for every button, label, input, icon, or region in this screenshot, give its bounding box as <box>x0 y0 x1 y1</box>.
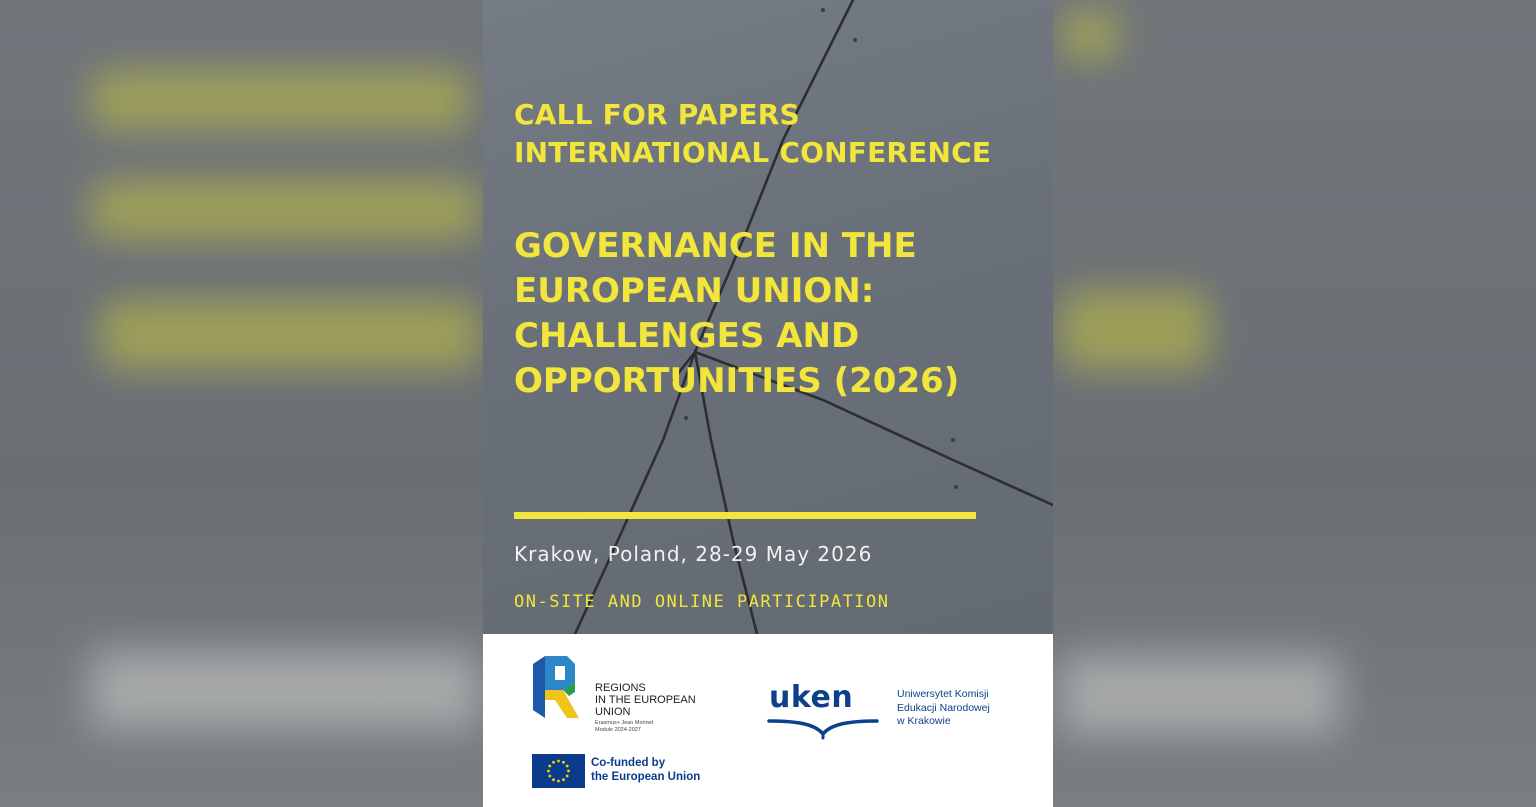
regions-eu-logo-icon <box>533 656 583 718</box>
uken-name-line: Edukacji Narodowej <box>897 701 990 714</box>
uken-university-name <box>897 688 990 729</box>
regions-sub-line: Module 2024-2027 <box>595 727 641 733</box>
headline-line: INTERNATIONAL CONFERENCE <box>514 136 992 169</box>
eu-flag-icon <box>532 754 585 788</box>
logo-strip <box>483 634 1053 807</box>
divider-rule <box>514 512 976 519</box>
uken-name-line: Uniwersytet Komisji <box>897 688 989 700</box>
regions-sub-line: Erasmus+ Jean Monnet <box>595 720 654 726</box>
title-line: OPPORTUNITIES (2026) <box>514 361 960 401</box>
uken-wordmark: uken <box>769 680 854 715</box>
blurred-headline-shape <box>1060 10 1120 60</box>
eu-text-line: the European Union <box>591 771 701 783</box>
regions-name-line: REGIONS <box>595 682 646 694</box>
blurred-logo-strip <box>1060 655 1340 735</box>
regions-name-line: UNION <box>595 706 631 718</box>
blurred-headline-shape <box>90 180 480 240</box>
conference-poster <box>483 0 1053 807</box>
headline-line: CALL FOR PAPERS <box>514 98 800 131</box>
call-for-papers-heading <box>514 96 991 172</box>
title-line: EUROPEAN UNION: <box>514 271 875 311</box>
open-book-icon <box>767 718 879 740</box>
blurred-title-shape <box>100 300 480 370</box>
eu-cofunded-text <box>591 756 700 784</box>
title-line: CHALLENGES AND <box>514 316 860 356</box>
regions-name-line: IN THE EUROPEAN <box>595 694 696 706</box>
regions-eu-name <box>595 682 696 718</box>
title-line: GOVERNANCE IN THE <box>514 226 917 266</box>
conference-location-date: Krakow, Poland, 28-29 May 2026 <box>514 542 873 566</box>
regions-eu-subtitle <box>595 720 653 734</box>
blurred-headline-shape <box>90 70 470 130</box>
eu-text-line: Co-funded by <box>591 757 666 769</box>
conference-title <box>514 224 959 404</box>
participation-mode: ON-SITE AND ONLINE PARTICIPATION <box>514 592 890 612</box>
uken-name-line: w Krakowie <box>897 715 951 727</box>
blurred-logo-strip <box>90 650 480 730</box>
blurred-title-shape <box>1060 290 1210 370</box>
